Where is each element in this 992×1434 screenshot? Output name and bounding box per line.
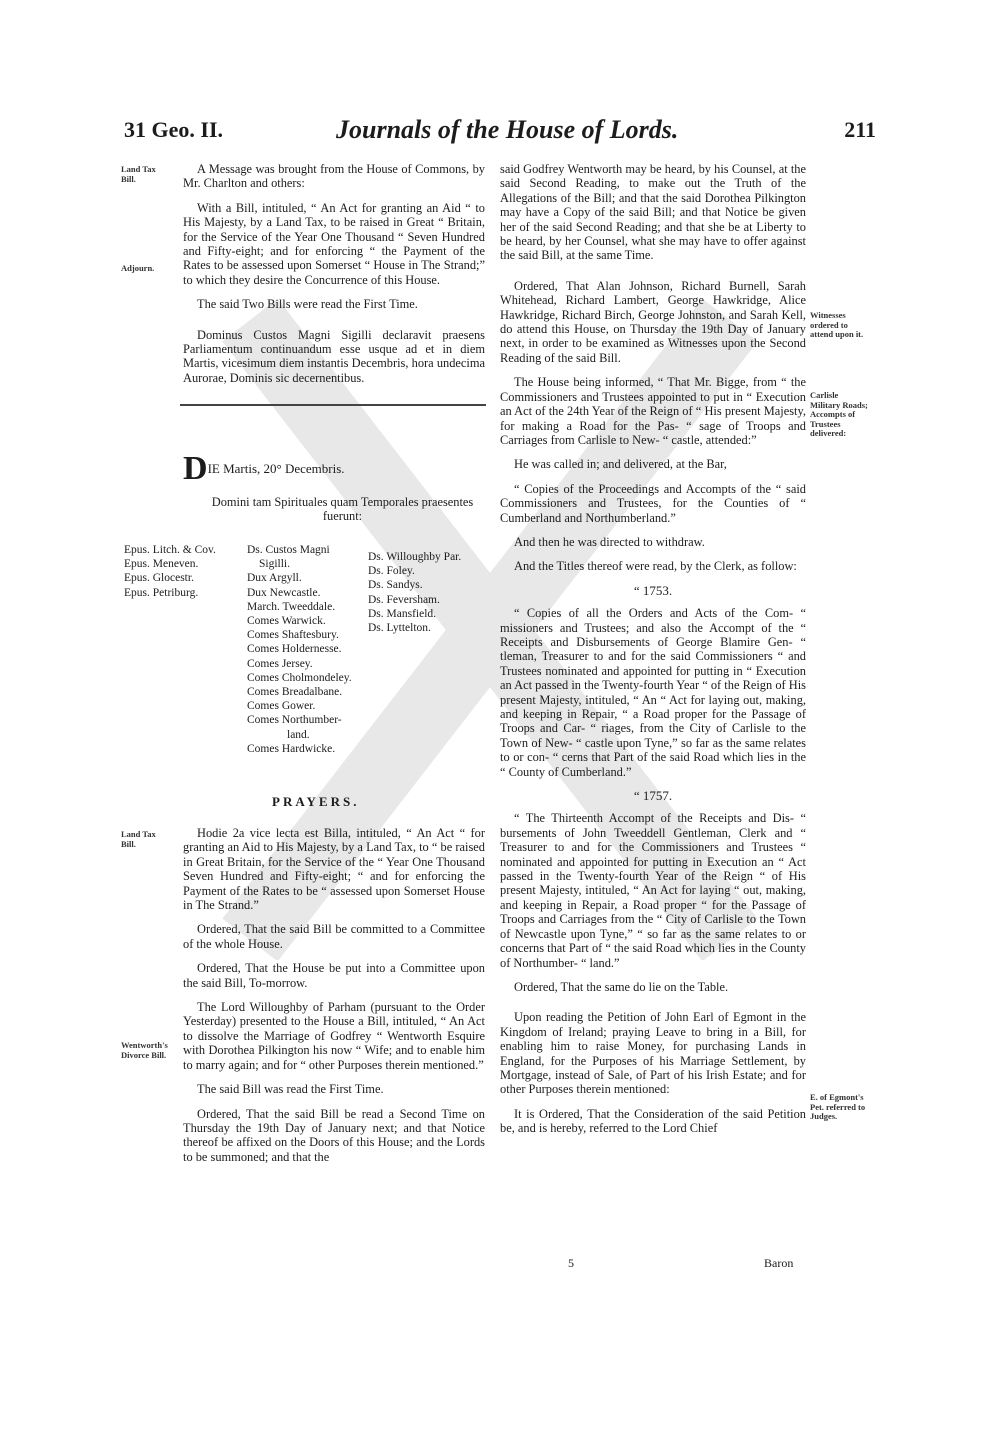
paragraph: He was called in; and delivered, at the Bar, — [514, 457, 727, 472]
lord-entry: Ds. Mansfield. — [368, 607, 437, 620]
lord-entry: Comes Northumber- — [247, 714, 342, 727]
attendance-intro — [200, 495, 485, 534]
lord-entry: Ds. Sandys. — [368, 579, 423, 592]
paragraph: It is Ordered, That the Consideration of the said Petition be, and is hereby, referred to the Lord Chief — [500, 1106, 806, 1136]
paragraph: said Godfrey Wentworth may be heard, by his Counsel, at the said Second Reading, to make out the Truth of the Allegations of the Bill; and that the said Dorothea Pilkington may have a Copy of the said Bill; and that Notice be given her of the said Second Reading; and that she be at Liberty to be heard, by her Counsel, what she may have to offer against the said Bill, at the same Time. — [500, 162, 806, 263]
lord-entry: Comes Warwick. — [247, 615, 326, 628]
lord-entry: Ds. Foley. — [368, 565, 415, 578]
lord-entry: Comes Cholmondeley. — [247, 671, 352, 684]
day-heading — [183, 450, 485, 488]
lord-entry: Comes Gower. — [247, 700, 316, 713]
catchword: Baron — [764, 1256, 794, 1270]
attendance-intro-text: Domini tam Spirituales quam Temporales praesentes fuerunt: — [211, 495, 474, 524]
paragraph: Ordered, That the same do lie on the Table. — [514, 979, 729, 994]
lord-entry: Dux Argyll. — [247, 572, 302, 585]
lord-entry: Ds. Lyttelton. — [368, 622, 431, 635]
lord-entry: Ds. Custos Magni — [247, 544, 330, 556]
lord-entry: Ds. Feversham. — [368, 593, 440, 606]
lord-entry: Comes Breadalbane. — [247, 686, 343, 699]
lord-entry: Epus. Petriburg. — [124, 586, 199, 599]
paragraph: “ Copies of the Proceedings and Accompts of the “ said Commissioners and Trustees, for the Counties of “ Cumberland and Northumberland.” — [500, 481, 806, 525]
paragraph: Hodie 2a vice lecta est Billa, intituled, “ An Act “ for granting an Aid to His Majesty, by a Land Tax, to “ be raised in Great Britain, for the Service of the “ Year One Thousand Seven Hundred and Fifty-eight; “ and for enforcing the Payment of the Rates to be “ assessed upon Somerset House in The Strand.” — [183, 826, 485, 913]
left-column-top — [183, 162, 485, 395]
lord-entry: Comes Jersey. — [247, 657, 313, 670]
lord-entry: land. — [287, 728, 310, 741]
regnal-year: 31 Geo. II. — [124, 117, 223, 142]
year-heading: “ 1757. — [633, 788, 673, 804]
margin-note-carlisle: Carlisle Military Roads; Accompts of Trustees delivered: — [810, 390, 868, 438]
margin-note-witnesses: Witnesses ordered to attend upon it. — [810, 310, 864, 339]
year-heading: “ 1753. — [633, 582, 673, 598]
journal-title: Journals of the House of Lords. — [336, 115, 679, 144]
lord-entry: Epus. Litch. & Cov. — [124, 544, 216, 556]
left-column-bottom — [183, 826, 485, 1174]
lords-list-temporal-2 — [368, 550, 461, 635]
lord-entry: Comes Holdernesse. — [247, 643, 342, 656]
paragraph: The House being informed, “ That Mr. Bigge, from “ the Commissioners and Trustees appointed to put in “ Execution an Act of the 24th Year of the Reign of “ His present Majesty, for making a Road for the Pas- “ sage of Troops and Carriages from Carlisle to New- “ castle, attended:” — [500, 375, 806, 447]
right-column — [500, 162, 806, 1146]
paragraph: Dominus Custos Magni Sigilli declaravit praesens Parliamentum continuandum esse usque ad et in diem Martis, vicesimum diem instantis Decembris, hora undecima Aurorae, Dominis sic decernentibus. — [183, 327, 485, 385]
lord-entry: Epus. Meneven. — [124, 558, 199, 571]
lord-entry: Ds. Willoughby Par. — [368, 551, 462, 563]
paragraph: “ Copies of all the Orders and Acts of the Com- “ missioners and Trustees; and also the Accompt of the “ Receipts and Disbursements of George Blamire Gen- “ tleman, Treasurer to and for the said Commissioners “ and Trustees nominated and appointed for putting in “ Execution an Act passed in the Twenty-fourth Year “ of the Reign of His present Majesty, intituled, “ An “ Act for laying out, making, and keeping in Repair, “ a Road proper for the Passage of Troops and Car- “ riages, from the City of Carlisle to the Town of New- “ castle upon Tyne,” so far as the same relates to or con- “ cerns that Part of the said Road which lies in the “ County of Cumberland.” — [500, 606, 806, 779]
lords-list-temporal-1 — [247, 543, 352, 756]
paragraph: And then he was directed to withdraw. — [514, 534, 705, 549]
paragraph: Ordered, That Alan Johnson, Richard Burnell, Sarah Whitehead, Richard Lambert, George Hawkridge, Alice Hawkridge, Richard Birch, George Johnston, and Sarah Kell, do attend this House, on Thursday the 19th Day of January next, in order to be examined as Witnesses upon the Second Reading of the said Bill. — [500, 278, 806, 365]
paragraph: The said Two Bills were read the First Time. — [197, 297, 418, 312]
lord-entry: Comes Hardwicke. — [247, 742, 336, 755]
lords-list-bishops — [124, 543, 216, 600]
margin-note-land-tax-1: Land Tax Bill. — [121, 164, 156, 184]
signature-mark: 5 — [568, 1256, 574, 1270]
paragraph: “ The Thirteenth Accompt of the Receipts and Dis- “ bursements of John Tweeddell Gentleman, Clerk and “ Treasurer to and for the Commissioners and Trustees “ nominated and appointed for putting in Execution an “ Act passed in the Twenty-fourth Year of the Reign “ of His present Majesty, intituled, “ An Act for laying “ out, making, and keeping in Repair, a Road proper “ for the Passage of Troops and Carriages from the “ City of Carlisle to the Town of Newcastle upon Tyne,” “ so far as the same relates to or concerns that Part of “ the said Road which lies in the County of Northumber- “ land.” — [500, 811, 806, 970]
running-header — [124, 117, 876, 153]
lord-entry: Dux Newcastle. — [247, 586, 321, 599]
margin-note-egmont: E. of Egmont's Pet. referred to Judges. — [810, 1092, 866, 1121]
margin-note-adjourn: Adjourn. — [121, 263, 155, 273]
paragraph: With a Bill, intituled, “ An Act for granting an Aid “ to His Majesty, by a Land Tax, to be raised in Great “ Britain, for the Service of the Year One Thousand “ Seven Hundred and Fifty-eight; and for enforcing “ the Payment of the Rates to be assessed upon Somerset “ House in The Strand;” to which they desire the Concurrence of this House. — [183, 200, 485, 287]
paragraph: Ordered, That the said Bill be committed to a Committee of the whole House. — [183, 922, 485, 951]
paragraph: The said Bill was read the First Time. — [197, 1082, 384, 1097]
lord-entry: Epus. Glocestr. — [124, 572, 194, 585]
paragraph: The Lord Willoughby of Parham (pursuant to the Order Yesterday) presented to the House a Bill, intituled, “ An Act to dissolve the Marriage of Godfrey “ Wentworth Esquire with Dorothea Pilkington his now “ Wife; and to enable him to marry again; and for “ other Purposes therein mentioned.” — [183, 1000, 485, 1072]
day-heading-text: IE Martis, 20° Decembris. — [207, 461, 345, 476]
paragraph: Upon reading the Petition of John Earl of Egmont in the Kingdom of Ireland; praying Leave to bring in a Bill, for enabling him to raise Money, for purchasing Lands in England, for the Purposes of his Marriage Settlement, by Mortgage, instead of Sale, of Part of his Irish Estate; and for other Purposes therein mentioned: — [500, 1010, 806, 1097]
lord-entry: Sigilli. — [259, 558, 290, 571]
drop-capital: D — [183, 450, 208, 487]
paragraph: And the Titles thereof were read, by the Clerk, as follow: — [514, 559, 797, 574]
paragraph: Ordered, That the said Bill be read a Second Time on Thursday the 19th Day of January next; and that Notice thereof be affixed on the Doors of this House; and the Lords to be summoned; and that the — [183, 1106, 485, 1164]
page-number: 211 — [844, 117, 876, 142]
section-divider — [180, 404, 486, 406]
margin-note-land-tax-2: Land Tax Bill. — [121, 829, 156, 849]
margin-note-wentworth: Wentworth's Divorce Bill. — [121, 1040, 168, 1060]
lord-entry: Comes Shaftesbury. — [247, 629, 339, 642]
prayers-heading: PRAYERS. — [272, 794, 360, 809]
paragraph: Ordered, That the House be put into a Committee upon the said Bill, To-morrow. — [183, 961, 485, 990]
lord-entry: March. Tweeddale. — [247, 600, 336, 613]
paragraph: A Message was brought from the House of Commons, by Mr. Charlton and others: — [183, 162, 485, 191]
